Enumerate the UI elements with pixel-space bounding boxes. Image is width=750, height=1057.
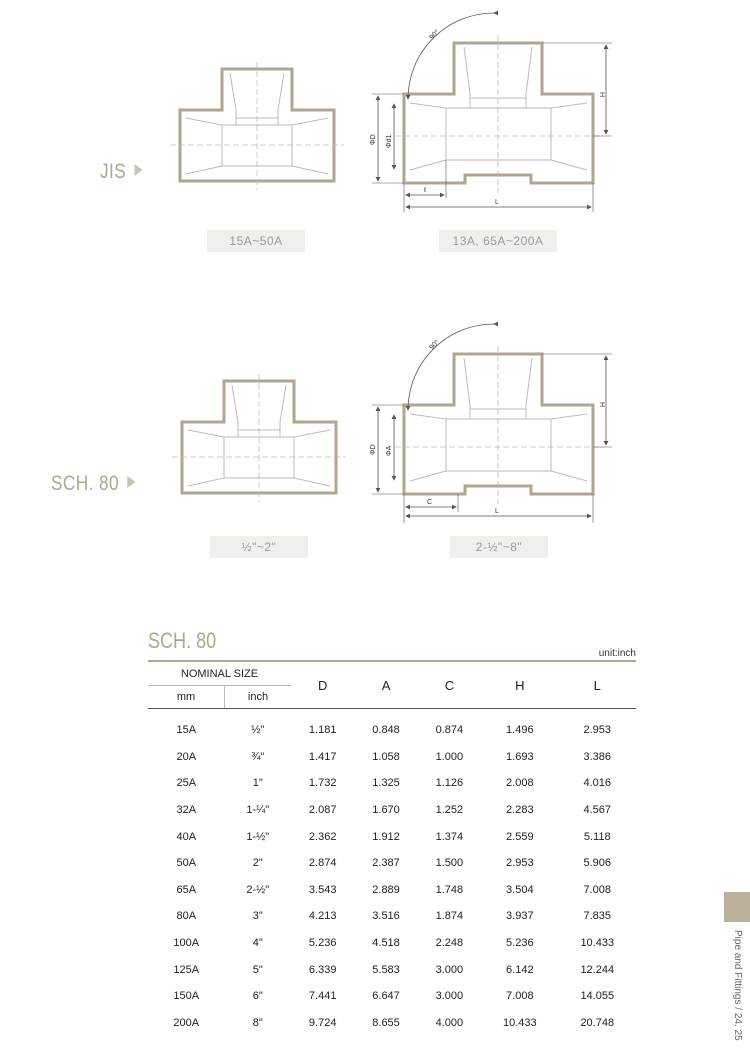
col-header: D xyxy=(291,663,354,709)
table-cell: 5.118 xyxy=(583,830,611,843)
table-cell: 4.567 xyxy=(583,804,612,817)
table-cell: 65A xyxy=(176,883,197,896)
table-cell: 2-½" xyxy=(246,883,270,896)
table-row xyxy=(148,744,636,771)
table-cell: 7.008 xyxy=(583,883,612,896)
table-cell: 3.937 xyxy=(506,910,534,923)
col-header: C xyxy=(418,663,481,709)
table-cell: 1.748 xyxy=(435,883,464,896)
sch-d-label: ΦD xyxy=(370,444,377,455)
table-cell: 10.433 xyxy=(580,937,615,950)
sch-a-label: ΦA xyxy=(386,445,393,456)
sch-angle-label: 90° xyxy=(428,338,441,352)
table-row xyxy=(148,850,636,877)
table-cell: 4.213 xyxy=(308,910,337,923)
table-cell: 7.441 xyxy=(308,990,337,1003)
sch-l-label: L xyxy=(495,508,499,515)
table-cell: 1.496 xyxy=(506,724,534,737)
col-header: L xyxy=(559,663,636,709)
jis-angle-label: 90° xyxy=(428,28,441,42)
table-cell: 3.000 xyxy=(435,963,464,976)
caption-sch-small: ½"~2" xyxy=(210,536,308,558)
table-cell: 200A xyxy=(173,1016,200,1029)
caption-jis-small: 15A~50A xyxy=(207,230,305,252)
table-row xyxy=(148,797,636,824)
mm-header: mm xyxy=(148,686,225,709)
table-cell: 3.000 xyxy=(435,990,464,1003)
table-cell: 2.248 xyxy=(435,937,464,950)
col-header: A xyxy=(354,663,417,709)
table-cell: 1.126 xyxy=(435,777,464,790)
table-cell: 8.655 xyxy=(372,1016,400,1029)
table-cell: 1" xyxy=(252,777,263,790)
jis-large-tee-drawing xyxy=(372,13,612,212)
table-cell: 0.848 xyxy=(372,724,400,737)
inch-header: inch xyxy=(225,686,292,709)
table-cell: 14.055 xyxy=(580,990,615,1003)
jis-d-label: ΦD xyxy=(370,134,377,145)
table-cell: 5.236 xyxy=(308,937,337,950)
table-cell: 3.386 xyxy=(583,750,612,763)
table-row xyxy=(148,903,636,930)
table-cell: 2.953 xyxy=(506,857,534,870)
table-cell: 4.016 xyxy=(583,777,612,790)
table-cell: 1-¼" xyxy=(246,804,270,817)
table-cell: 6.339 xyxy=(308,963,337,976)
table-cell: 7.835 xyxy=(583,910,612,923)
table-cell: 1.000 xyxy=(435,750,464,763)
table-cell: 1.058 xyxy=(372,750,400,763)
sch80-large-tee-drawing xyxy=(372,324,612,523)
table-cell: 1.874 xyxy=(435,910,464,923)
table-cell: 40A xyxy=(176,830,197,843)
side-page-label: Pipe and Fittings / 24. 25 xyxy=(732,930,743,1041)
table-cell: 6" xyxy=(252,990,263,1003)
table-row xyxy=(148,1010,636,1037)
jis-section-label: JIS xyxy=(100,160,143,184)
table-cell: 0.874 xyxy=(435,724,464,737)
table-cell: 3" xyxy=(252,910,263,923)
table-cell: 5.583 xyxy=(372,963,400,976)
table-row xyxy=(148,770,636,797)
table-cell: 5.236 xyxy=(506,937,534,950)
table-cell: 1.181 xyxy=(308,724,337,737)
table-cell: 2.362 xyxy=(308,830,337,843)
caption-jis-large: 13A, 65A~200A xyxy=(439,230,557,252)
table-cell: 150A xyxy=(173,990,200,1003)
side-tab xyxy=(724,892,750,922)
table-cell: 100A xyxy=(173,937,200,950)
title-divider xyxy=(148,660,636,662)
table-cell: 1.693 xyxy=(506,750,534,763)
table-cell: 12.244 xyxy=(580,963,615,976)
table-cell: 1.252 xyxy=(435,804,464,817)
table-cell: 2.283 xyxy=(506,804,534,817)
table-row xyxy=(148,877,636,904)
table-cell: 80A xyxy=(176,910,197,923)
table-cell: 2.559 xyxy=(506,830,534,843)
unit-label: unit:inch xyxy=(598,648,636,659)
nominal-size-header: NOMINAL SIZE xyxy=(148,663,291,686)
table-cell: 8" xyxy=(252,1016,263,1029)
col-header: H xyxy=(481,663,558,709)
table-cell: 5" xyxy=(252,963,263,976)
table-cell: 4.518 xyxy=(372,937,400,950)
table-cell: 1.912 xyxy=(372,830,400,843)
jis-d1-label: Φd1 xyxy=(386,134,393,148)
table-cell: 32A xyxy=(176,804,197,817)
table-cell: 50A xyxy=(176,857,197,870)
table-cell: 2.008 xyxy=(506,777,534,790)
table-cell: ¾" xyxy=(251,750,265,763)
table-cell: 4" xyxy=(252,937,263,950)
table-row xyxy=(148,823,636,850)
table-cell: 2.387 xyxy=(372,857,400,870)
table-cell: 3.543 xyxy=(308,883,337,896)
table-cell: 2.087 xyxy=(308,804,337,817)
jis-l-small-label: ℓ xyxy=(424,187,427,194)
table-cell: 1.417 xyxy=(308,750,337,763)
table-row xyxy=(148,956,636,983)
table-cell: 5.906 xyxy=(583,857,612,870)
sch80-section-label: SCH. 80 xyxy=(51,472,135,496)
table-row xyxy=(148,709,636,744)
table-cell: 15A xyxy=(176,724,197,737)
table-cell: ½" xyxy=(251,724,265,737)
caption-sch-large: 2-½"~8" xyxy=(450,536,548,558)
table-cell: 20A xyxy=(176,750,197,763)
table-title: SCH. 80 xyxy=(148,628,217,653)
table-cell: 10.433 xyxy=(502,1016,537,1029)
table-cell: 6.647 xyxy=(372,990,400,1003)
sch80-small-tee-drawing xyxy=(172,374,346,502)
jis-h-label: H xyxy=(598,92,605,98)
dimension-table xyxy=(148,663,636,1036)
table-body xyxy=(148,709,636,1037)
table-cell: 1-½" xyxy=(246,830,270,843)
sch-c-label: C xyxy=(427,499,433,506)
table-cell: 2" xyxy=(252,857,263,870)
table-cell: 1.374 xyxy=(435,830,464,843)
table-cell: 4.000 xyxy=(435,1016,464,1029)
table-cell: 2.874 xyxy=(308,857,337,870)
table-cell: 1.325 xyxy=(372,777,400,790)
table-row xyxy=(148,983,636,1010)
table-cell: 20.748 xyxy=(580,1016,615,1029)
table-cell: 3.516 xyxy=(372,910,400,923)
table-cell: 1.732 xyxy=(308,777,337,790)
jis-small-tee-drawing xyxy=(170,62,344,190)
table-row xyxy=(148,930,636,957)
table-cell: 125A xyxy=(173,963,200,976)
table-cell: 9.724 xyxy=(308,1016,337,1029)
table-cell: 3.504 xyxy=(506,883,534,896)
table-cell: 7.008 xyxy=(506,990,534,1003)
table-cell: 2.953 xyxy=(583,724,612,737)
table-cell: 2.889 xyxy=(372,883,400,896)
table-cell: 1.670 xyxy=(372,804,400,817)
table-cell: 25A xyxy=(176,777,197,790)
jis-l-label: L xyxy=(495,199,499,206)
table-cell: 6.142 xyxy=(506,963,534,976)
table-cell: 1.500 xyxy=(435,857,464,870)
sch-h-label: H xyxy=(598,402,605,408)
